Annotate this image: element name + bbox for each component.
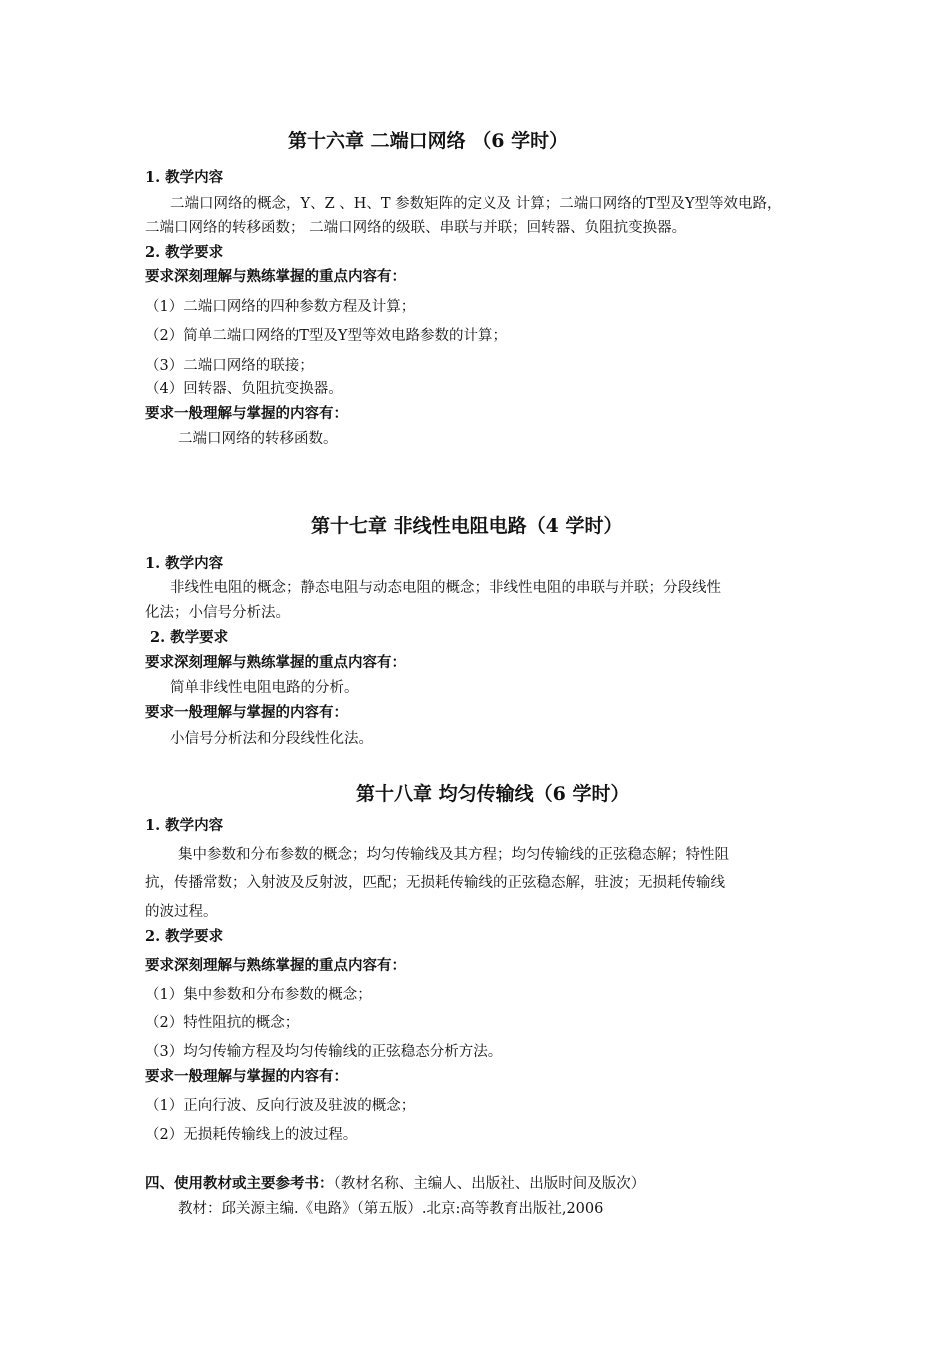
ch18-content-line-2: 抗，传播常数；入射波及反射波，匹配；无损耗传输线的正弦稳态解，驻波；无损耗传输线 (145, 875, 725, 891)
ch18-key-item-3: （3）均匀传输方程及均匀传输线的正弦稳态分析方法。 (145, 1044, 503, 1060)
ch18-general-item-1: （1）正向行波、反向行波及驻波的概念； (145, 1098, 416, 1114)
ch18-key-item-1: （1）集中参数和分布参数的概念； (145, 987, 372, 1003)
ch18-section-requirements-heading: 2. 教学要求 (145, 928, 224, 945)
chapter-16-title: 第十六章 二端口网络 （6 学时） (288, 130, 569, 152)
ch16-content-line-1: 二端口网络的概念，Y、Z 、H、T 参数矩阵的定义及 计算；二端口网络的T型及Y型等效电路， (170, 196, 782, 212)
ch16-section-content-heading: 1. 教学内容 (145, 169, 224, 186)
ch16-key-requirements-label: 要求深刻理解与熟练掌握的重点内容有： (145, 268, 406, 285)
ch18-key-requirements-label: 要求深刻理解与熟练掌握的重点内容有： (145, 957, 406, 974)
ch16-key-item-4: （4）回转器、负阻抗变换器。 (145, 381, 343, 397)
ch18-section-content-heading: 1. 教学内容 (145, 817, 224, 834)
ch16-general-requirements-label: 要求一般理解与掌握的内容有： (145, 405, 348, 422)
ch17-section-content-heading: 1. 教学内容 (145, 555, 224, 572)
ch18-general-item-2: （2）无损耗传输线上的波过程。 (145, 1127, 358, 1143)
ch16-general-item: 二端口网络的转移函数。 (178, 431, 338, 447)
ch17-content-line-2: 化法；小信号分析法。 (145, 605, 290, 621)
ch17-section-requirements-heading: 2. 教学要求 (150, 629, 229, 646)
ch17-general-item: 小信号分析法和分段线性化法。 (170, 731, 373, 747)
chapter-17-title: 第十七章 非线性电阻电路（4 学时） (311, 515, 623, 537)
ch18-content-line-3: 的波过程。 (145, 904, 218, 920)
ch16-section-requirements-heading: 2. 教学要求 (145, 244, 224, 261)
ch17-key-requirements-label: 要求深刻理解与熟练掌握的重点内容有： (145, 654, 406, 671)
ch17-key-item: 简单非线性电阻电路的分析。 (170, 680, 359, 696)
ch18-content-line-1: 集中参数和分布参数的概念；均匀传输线及其方程；均匀传输线的正弦稳态解；特性阻 (178, 847, 729, 863)
references-line (145, 1174, 645, 1194)
references-heading-note: （教材名称、主编人、出版社、出版时间及版次） (333, 1176, 646, 1192)
ch18-general-requirements-label: 要求一般理解与掌握的内容有： (145, 1068, 348, 1085)
references-textbook: 教材：邱关源主编.《电路》（第五版）.北京:高等教育出版社,2006 (178, 1201, 604, 1217)
ch16-key-item-1: （1）二端口网络的四种参数方程及计算； (145, 299, 416, 315)
ch16-content-line-2: 二端口网络的转移函数； 二端口网络的级联、串联与并联；回转器、负阻抗变换器。 (145, 220, 687, 236)
ch16-key-item-3: （3）二端口网络的联接； (145, 358, 314, 374)
ch18-key-item-2: （2）特性阻抗的概念； (145, 1015, 300, 1031)
ch17-general-requirements-label: 要求一般理解与掌握的内容有： (145, 704, 348, 721)
ch16-key-item-2: （2）简单二端口网络的T型及Y型等效电路参数的计算； (145, 328, 507, 344)
chapter-18-title: 第十八章 均匀传输线（6 学时） (356, 783, 630, 805)
ch17-content-line-1: 非线性电阻的概念；静态电阻与动态电阻的概念；非线性电阻的串联与并联；分段线性 (170, 580, 721, 596)
references-heading: 四、使用教材或主要参考书： (145, 1175, 334, 1192)
